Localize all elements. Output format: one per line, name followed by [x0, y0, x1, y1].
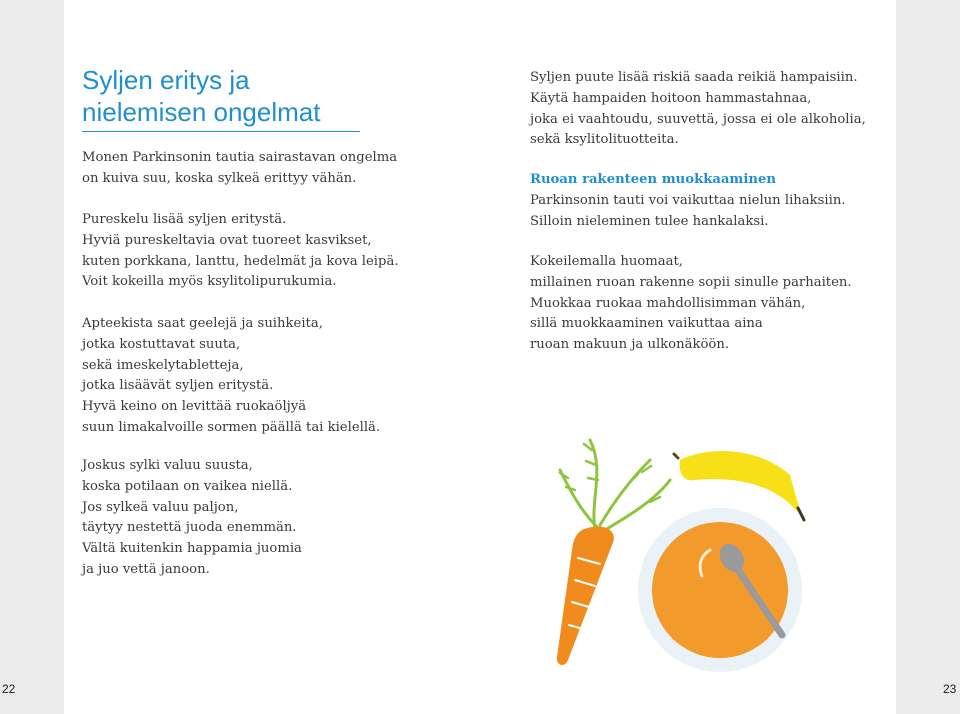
text-line: Parkinsonin tauti voi vaikuttaa nielun lihaksiin.: [530, 193, 846, 208]
title-line: Syljen eritys ja: [82, 65, 250, 95]
section-heading: Ruoan rakenteen muokkaaminen: [530, 172, 776, 187]
text-line: ja juo vettä janoon.: [82, 561, 210, 577]
banana-icon: [674, 451, 804, 520]
paragraph-dry-mouth: [82, 148, 397, 190]
text-line: on kuiva suu, koska sylkeä erittyy vähän.: [82, 170, 357, 186]
soup-bowl-icon: [638, 508, 802, 672]
text-line: Hyviä pureskeltavia ovat tuoreet kasvikset,: [82, 232, 372, 248]
text-line: Syljen puute lisää riskiä saada reikiä hampaisiin.: [530, 70, 858, 85]
paragraph-dental-care: [530, 68, 866, 151]
food-illustration: [520, 430, 850, 700]
text-line: jotka kostuttavat suuta,: [82, 336, 241, 352]
text-line: Monen Parkinsonin tautia sairastavan ongelma: [82, 150, 398, 165]
text-line: Vältä kuitenkin happamia juomia: [82, 541, 302, 557]
paragraph-drooling: [82, 456, 302, 581]
text-line: Kokeilemalla huomaat,: [530, 254, 683, 269]
carrot-icon: [557, 526, 614, 665]
paragraph-pharmacy: [82, 314, 380, 439]
text-line: Joskus sylki valuu suusta,: [82, 458, 253, 473]
title-underline: [82, 131, 360, 132]
text-line: Jos sylkeä valuu paljon,: [82, 499, 239, 515]
title-line: nielemisen ongelmat: [82, 97, 321, 127]
page-number-left: 22: [2, 682, 16, 696]
text-line: täytyy nestettä juoda enemmän.: [82, 520, 297, 536]
text-line: Pureskelu lisää syljen eritystä.: [82, 212, 287, 227]
text-line: Käytä hampaiden hoitoon hammastahnaa,: [530, 90, 812, 106]
text-line: Hyvä keino on levittää ruokaöljyä: [82, 399, 307, 415]
right-page-margin: [896, 0, 960, 714]
text-line: sekä ksylitolituotteita.: [530, 132, 679, 148]
text-line: Muokkaa ruokaa mahdollisimman vähän,: [530, 295, 806, 311]
text-line: Silloin nieleminen tulee hankalaksi.: [530, 213, 769, 229]
carrot-top-icon: [560, 440, 670, 530]
text-line: kuten porkkana, lanttu, hedelmät ja kova leipä.: [82, 253, 399, 269]
text-line: Voit kokeilla myös ksylitolipurukumia.: [82, 274, 337, 290]
text-line: jotka lisäävät syljen eritystä.: [82, 378, 274, 394]
page-title: [82, 64, 382, 128]
text-line: ruoan makuun ja ulkonäköön.: [530, 337, 730, 353]
text-line: sekä imeskelytabletteja,: [82, 357, 244, 373]
text-line: joka ei vaahtoudu, suuvettä, jossa ei ole alkoholia,: [530, 111, 866, 127]
paragraph-chewing: [82, 210, 399, 293]
text-line: sillä muokkaaminen vaikuttaa aina: [530, 316, 763, 332]
text-line: suun limakalvoille sormen päällä tai kielellä.: [82, 419, 381, 435]
paragraph-food-texture: [530, 252, 852, 356]
paragraph-swallowing: [530, 191, 846, 233]
left-page-margin: [0, 0, 64, 714]
text-line: millainen ruoan rakenne sopii sinulle parhaiten.: [530, 274, 852, 290]
text-line: Apteekista saat geelejä ja suihkeita,: [82, 316, 323, 331]
page-number-right: 23: [943, 682, 957, 696]
text-line: koska potilaan on vaikea niellä.: [82, 478, 293, 494]
